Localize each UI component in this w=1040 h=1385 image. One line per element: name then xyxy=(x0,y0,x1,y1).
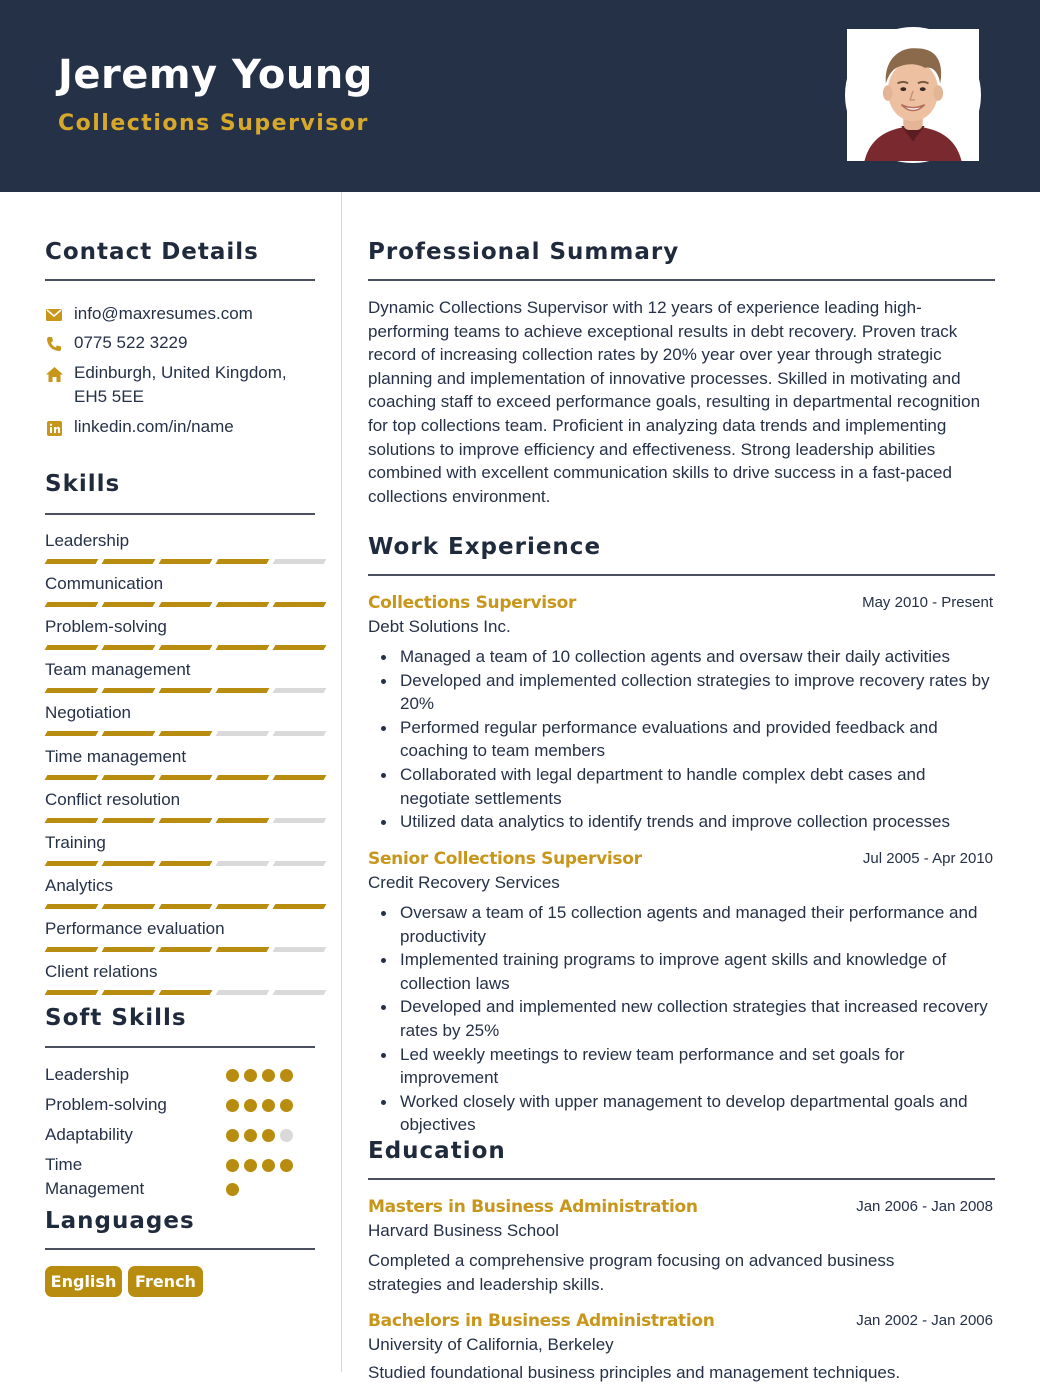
soft-skill-level-dot xyxy=(244,1099,257,1112)
skill-level-bars xyxy=(46,990,331,995)
skill-level-segment xyxy=(102,645,156,650)
contact-section-title: Contact Details xyxy=(45,239,259,265)
skill-level-segment xyxy=(45,731,99,736)
skill-row xyxy=(45,616,315,638)
job-bullet: Led weekly meetings to review team performance and set goals for improvement xyxy=(400,1043,1000,1090)
languages-section-title: Languages xyxy=(45,1208,195,1234)
soft-skill-label: Time Management xyxy=(45,1155,145,1198)
skill-level-segment xyxy=(273,731,327,736)
skill-level-segment xyxy=(102,990,156,995)
skill-level-segment xyxy=(102,731,156,736)
soft-skill-level-dot xyxy=(226,1183,239,1196)
envelope-icon xyxy=(45,306,63,324)
skill-level-segment xyxy=(216,861,270,866)
job-company: Debt Solutions Inc. xyxy=(368,617,511,636)
skill-row xyxy=(45,961,315,983)
degree-description: Completed a comprehensive program focusing on advanced business strategies and leadership skills. xyxy=(368,1251,895,1294)
skill-label: Client relations xyxy=(45,962,158,981)
degree-title: Bachelors in Business Administration xyxy=(368,1311,715,1331)
skill-level-segment xyxy=(45,645,99,650)
summary-text: Dynamic Collections Supervisor with 12 years of experience leading high-performing teams to achieve exceptional results in debt recovery. Proven track record of increasing collection rates by 20% year over year through strategic planning and implementation of innovative processes. Skilled in motivating and coaching staff to exceed performance goals, resulting in departmental recognition for top collections team. Proficient in analyzing data trends and implementing solutions to improve efficiency and effectiveness. Strong leadership abilities combined with excellent communication skills to drive success in a fast-paced collections environment. xyxy=(368,298,981,506)
skill-level-segment xyxy=(159,904,213,909)
linkedin-icon xyxy=(45,419,63,437)
skill-level-segment xyxy=(159,775,213,780)
job-date: Jul 2005 - Apr 2010 xyxy=(862,850,993,867)
school-name: University of California, Berkeley xyxy=(368,1335,614,1354)
soft-skill-level-dot xyxy=(262,1159,275,1172)
skill-level-bars xyxy=(46,861,331,866)
job-bullet: Developed and implemented collection strategies to improve recovery rates by 20% xyxy=(400,669,1000,716)
skill-level-segment xyxy=(45,861,99,866)
skill-level-segment xyxy=(273,947,327,952)
summary-rule xyxy=(368,279,995,281)
skill-level-segment xyxy=(45,602,99,607)
contact-linkedin[interactable] xyxy=(45,418,234,439)
soft-skill-label: Adaptability xyxy=(45,1125,133,1144)
skill-level-segment xyxy=(273,602,327,607)
skill-level-segment xyxy=(216,688,270,693)
soft-skill-level-dot xyxy=(244,1069,257,1082)
skill-level-segment xyxy=(102,904,156,909)
job-bullet: Collaborated with legal department to handle complex debt cases and negotiate settlements xyxy=(400,763,1000,810)
skill-level-segment xyxy=(102,602,156,607)
job-bullet: Performed regular performance evaluations and provided feedback and coaching to team members xyxy=(400,716,1000,763)
skill-row xyxy=(45,573,315,595)
skill-level-segment xyxy=(45,947,99,952)
home-icon xyxy=(45,365,63,383)
job-date: May 2010 - Present xyxy=(862,594,993,611)
profile-photo-icon xyxy=(847,29,979,161)
job-role: Senior Collections Supervisor xyxy=(368,849,642,869)
phone-icon xyxy=(45,335,63,353)
skill-level-segment xyxy=(45,990,99,995)
job-bullets xyxy=(400,901,1000,1137)
contact-rule xyxy=(45,279,315,281)
skill-level-segment xyxy=(45,904,99,909)
skill-level-segment xyxy=(45,559,99,564)
skill-level-segment xyxy=(159,645,213,650)
skill-level-segment xyxy=(45,818,99,823)
skill-level-bars xyxy=(46,602,331,607)
column-divider xyxy=(341,192,342,1372)
avatar xyxy=(845,27,981,163)
skill-level-segment xyxy=(216,602,270,607)
education-rule xyxy=(368,1178,995,1180)
skill-label: Analytics xyxy=(45,875,114,895)
language-chip: English xyxy=(45,1266,122,1297)
education-section-title: Education xyxy=(368,1138,506,1164)
job-bullet: Oversaw a team of 15 collection agents and managed their performance and productivity xyxy=(400,901,1000,948)
candidate-name: Jeremy Young xyxy=(58,52,373,98)
soft-skill-level-dot xyxy=(226,1159,239,1172)
skill-label: Leadership xyxy=(45,531,130,550)
skill-row xyxy=(45,918,315,940)
job-bullet: Managed a team of 10 collection agents and oversaw their daily activities xyxy=(400,645,1000,669)
contact-phone[interactable] xyxy=(45,334,187,355)
skill-level-segment xyxy=(102,818,156,823)
contact-address-text: Edinburgh, United Kingdom, EH5 5EE xyxy=(74,363,287,406)
soft-skill-level-dot xyxy=(262,1099,275,1112)
experience-section-title: Work Experience xyxy=(368,534,602,560)
skill-level-segment xyxy=(159,602,213,607)
skill-level-segment xyxy=(216,947,270,952)
experience-rule xyxy=(368,574,995,576)
soft-skill-level-dot xyxy=(280,1069,293,1082)
job-role: Collections Supervisor xyxy=(368,593,577,613)
skill-level-segment xyxy=(273,688,327,693)
job-bullet: Implemented training programs to improve agent skills and knowledge of collection laws xyxy=(400,948,1000,995)
soft-skill-row xyxy=(45,1093,315,1117)
resume-header xyxy=(0,0,1040,192)
degree-description: Studied foundational business principles and management techniques. xyxy=(368,1363,901,1382)
skill-level-segment xyxy=(216,559,270,564)
skill-row xyxy=(45,702,315,724)
skill-label: Team management xyxy=(45,660,191,680)
skill-level-segment xyxy=(159,947,213,952)
skill-label: Conflict resolution xyxy=(45,789,181,809)
soft-skill-level-dots xyxy=(226,1159,298,1172)
summary-section-title: Professional Summary xyxy=(368,239,680,265)
skill-row xyxy=(45,875,315,897)
soft-skill-row xyxy=(45,1063,315,1087)
degree-date: Jan 2006 - Jan 2008 xyxy=(856,1198,993,1215)
skill-label: Performance evaluation xyxy=(45,918,225,938)
skill-level-segment xyxy=(273,645,327,650)
job-company: Credit Recovery Services xyxy=(368,873,560,892)
skill-level-bars xyxy=(46,688,331,693)
skill-level-segment xyxy=(273,990,327,995)
skill-label: Time management xyxy=(45,746,187,766)
skill-level-segment xyxy=(273,775,327,780)
skill-level-segment xyxy=(45,775,99,780)
soft-skill-level-dot xyxy=(226,1099,239,1112)
job-bullet: Developed and implemented new collection strategies that increased recovery rates by 25% xyxy=(400,995,1000,1042)
candidate-title: Collections Supervisor xyxy=(58,111,369,136)
school-name: Harvard Business School xyxy=(368,1221,559,1240)
skill-level-segment xyxy=(159,861,213,866)
job-bullet: Utilized data analytics to identify trends and improve collection processes xyxy=(400,810,1000,834)
degree-date: Jan 2002 - Jan 2006 xyxy=(856,1312,993,1329)
skill-label: Problem-solving xyxy=(45,617,167,637)
degree-title: Masters in Business Administration xyxy=(368,1197,698,1217)
skill-level-bars xyxy=(46,559,331,564)
contact-phone-text: 0775 522 3229 xyxy=(74,333,188,352)
skill-label: Negotiation xyxy=(45,703,132,723)
soft-skill-level-dots xyxy=(226,1099,298,1112)
skill-level-segment xyxy=(216,775,270,780)
soft-skill-level-dot xyxy=(280,1159,293,1172)
soft-skill-row xyxy=(45,1123,315,1147)
soft-skill-row xyxy=(45,1153,315,1201)
skill-row xyxy=(45,659,315,681)
contact-linkedin-text: linkedin.com/in/name xyxy=(74,417,234,436)
skill-level-segment xyxy=(273,861,327,866)
skill-row xyxy=(45,530,315,552)
soft-skill-level-dot xyxy=(280,1099,293,1112)
skill-level-segment xyxy=(102,861,156,866)
soft-skill-level-dot xyxy=(262,1129,275,1142)
skill-label: Communication xyxy=(45,574,164,594)
soft-skill-level-dots xyxy=(226,1069,298,1082)
skill-level-segment xyxy=(216,990,270,995)
contact-address xyxy=(45,364,315,409)
skill-row xyxy=(45,746,315,768)
soft-skill-label: Problem-solving xyxy=(45,1095,167,1114)
skill-level-segment xyxy=(159,688,213,693)
skill-level-bars xyxy=(46,947,331,952)
skill-level-segment xyxy=(273,559,327,564)
skill-level-segment xyxy=(273,818,327,823)
soft-skill-level-dot xyxy=(280,1129,293,1142)
skill-level-segment xyxy=(273,904,327,909)
skill-level-segment xyxy=(159,990,213,995)
soft-skill-level-dot xyxy=(226,1069,239,1082)
skill-level-bars xyxy=(46,775,331,780)
languages-rule xyxy=(45,1248,315,1250)
job-bullet: Worked closely with upper management to develop departmental goals and objectives xyxy=(400,1090,1000,1137)
skill-level-bars xyxy=(46,818,331,823)
skill-level-segment xyxy=(102,688,156,693)
skill-level-segment xyxy=(216,818,270,823)
skill-row xyxy=(45,832,315,854)
skill-level-bars xyxy=(46,645,331,650)
job-bullets xyxy=(400,645,1000,834)
skill-level-segment xyxy=(216,904,270,909)
skill-row xyxy=(45,789,315,811)
soft-skill-level-dot xyxy=(244,1129,257,1142)
skill-level-segment xyxy=(216,645,270,650)
skill-level-segment xyxy=(159,559,213,564)
skills-rule xyxy=(45,513,315,515)
soft-skills-section-title: Soft Skills xyxy=(45,1005,187,1031)
soft-skills-rule xyxy=(45,1046,315,1048)
contact-email[interactable] xyxy=(45,305,253,326)
skill-label: Training xyxy=(45,832,106,852)
skill-level-segment xyxy=(102,775,156,780)
skill-level-segment xyxy=(102,947,156,952)
skill-level-segment xyxy=(159,818,213,823)
skill-level-bars xyxy=(46,904,331,909)
soft-skill-level-dots xyxy=(226,1129,298,1142)
skill-level-bars xyxy=(46,731,331,736)
skill-level-segment xyxy=(159,731,213,736)
language-chip: French xyxy=(128,1266,203,1297)
soft-skill-level-dot xyxy=(244,1159,257,1172)
soft-skill-label: Leadership xyxy=(45,1065,130,1084)
skills-section-title: Skills xyxy=(45,471,121,497)
contact-email-text: info@maxresumes.com xyxy=(74,304,253,323)
soft-skill-level-dot xyxy=(226,1129,239,1142)
soft-skill-level-dot xyxy=(262,1069,275,1082)
skill-level-segment xyxy=(216,731,270,736)
skill-level-segment xyxy=(45,688,99,693)
skill-level-segment xyxy=(102,559,156,564)
